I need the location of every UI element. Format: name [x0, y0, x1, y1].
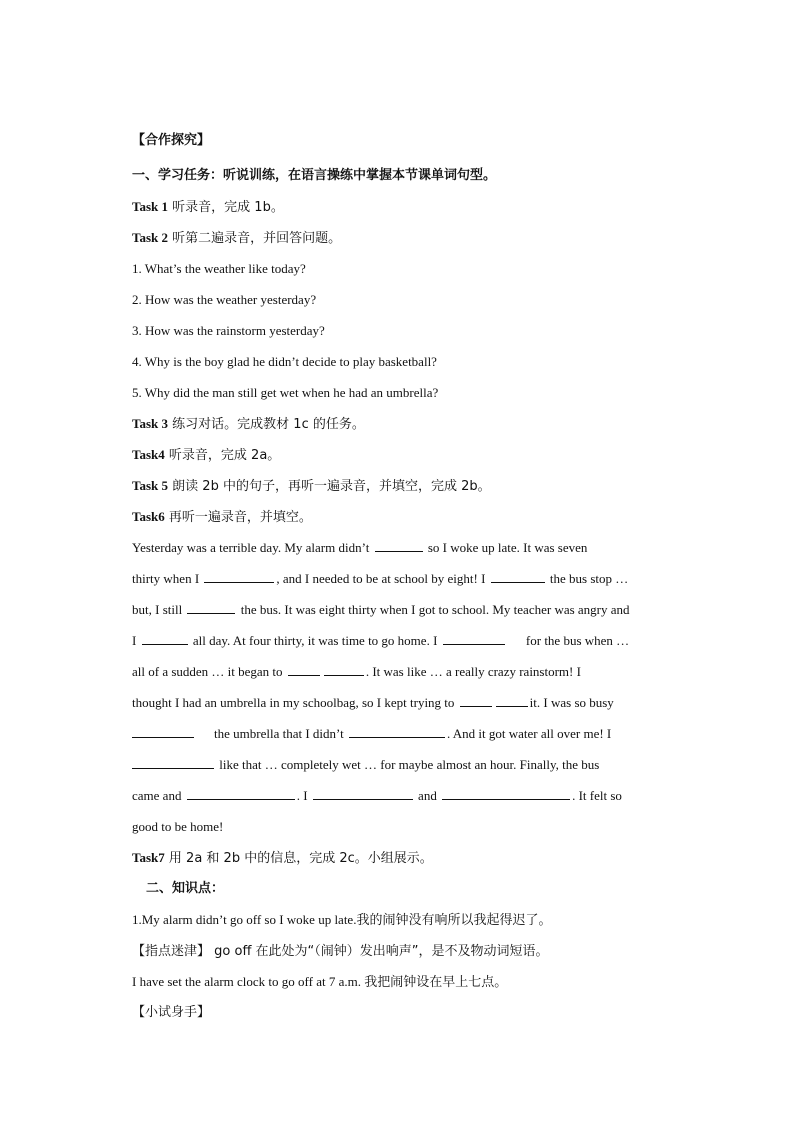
- fill-blank[interactable]: [204, 570, 274, 583]
- fill-blank[interactable]: [187, 787, 295, 800]
- passage-line-7: [132, 723, 667, 754]
- task-6-text: 再听一遍录音，并填空。: [164, 510, 312, 525]
- task-1: [132, 196, 667, 227]
- fill-blank[interactable]: [142, 632, 188, 645]
- passage-text: thirty when I: [132, 571, 203, 586]
- passage-line-1: [132, 537, 667, 568]
- passage-text: . It was like … a really crazy rainstorm! I: [365, 664, 581, 679]
- knowledge-point-1: 1.My alarm didn’t go off so I woke up late.我的闹钟没有响所以我起得迟了。: [132, 912, 552, 927]
- task-4-text: 听录音，完成 2a。: [164, 448, 281, 463]
- passage-line-5: [132, 661, 667, 692]
- task-1-text: 听录音，完成 1b。: [168, 200, 284, 215]
- task-4-label: Task4: [132, 447, 165, 462]
- passage-text: but, I still: [132, 602, 186, 617]
- passage-text: . And it got water all over me! I: [446, 726, 612, 741]
- passage-text: I: [132, 633, 140, 648]
- question-1: 1. What’s the weather like today?: [132, 261, 306, 276]
- passage-text: the bus stop …: [546, 571, 629, 586]
- task-3-text: 练习对话。完成教材 1c 的任务。: [168, 417, 365, 432]
- question-2: 2. How was the weather yesterday?: [132, 292, 317, 307]
- passage-text: and: [414, 788, 441, 803]
- passage-line-4: [132, 630, 667, 661]
- worksheet-content: [132, 130, 667, 1033]
- task-2-label: Task 2: [132, 230, 169, 245]
- section-learning-tasks: 一、学习任务：听说训练，在语言操练中掌握本节课单词句型。: [132, 168, 497, 183]
- heading-cooperative-inquiry: 【合作探究】: [132, 133, 211, 148]
- passage-line-6: [132, 692, 667, 723]
- task-5: [132, 475, 667, 506]
- passage-line-10: good to be home!: [132, 819, 224, 834]
- passage-text: it. I was so busy: [529, 695, 614, 710]
- task-1-label: Task 1: [132, 199, 169, 214]
- fill-blank[interactable]: [442, 787, 570, 800]
- passage-line-2: [132, 568, 667, 599]
- passage-line-9: [132, 785, 667, 816]
- fill-blank[interactable]: [288, 663, 320, 676]
- fill-blank[interactable]: [132, 725, 194, 738]
- fill-blank[interactable]: [460, 694, 492, 707]
- task-7: [132, 847, 667, 878]
- question-5: 5. Why did the man still get wet when he had an umbrella?: [132, 385, 439, 400]
- tip-label: 【指点迷津】: [132, 944, 211, 959]
- task-2-text: 听第二遍录音，并回答问题。: [168, 231, 342, 246]
- task-2: [132, 227, 667, 258]
- passage-text: . It felt so: [572, 788, 622, 803]
- fill-blank[interactable]: [324, 663, 364, 676]
- fill-blank[interactable]: [132, 756, 214, 769]
- practice-heading: 【小试身手】: [132, 1005, 211, 1020]
- fill-blank[interactable]: [187, 601, 235, 614]
- task-6: [132, 506, 667, 537]
- task-5-label: Task 5: [132, 478, 169, 493]
- passage-text: the umbrella that I didn’t: [214, 726, 347, 741]
- fill-blank[interactable]: [349, 725, 445, 738]
- tip: [132, 940, 667, 971]
- passage-text: for the bus when …: [522, 633, 630, 648]
- passage-text: like that … completely wet … for maybe almost an hour. Finally, the bus: [216, 757, 600, 772]
- question-4: 4. Why is the boy glad he didn’t decide to play basketball?: [132, 354, 437, 369]
- task-5-text: 朗读 2b 中的句子，再听一遍录音，并填空，完成 2b。: [168, 479, 491, 494]
- section-knowledge-points: 二、知识点：: [146, 881, 225, 896]
- task-3: [132, 413, 667, 444]
- task-6-label: Task6: [132, 509, 165, 524]
- fill-blank[interactable]: [491, 570, 545, 583]
- passage-text: so I woke up late. It was seven: [424, 540, 588, 555]
- tip-text: go off 在此处为“（闹钟）发出响声”，是不及物动词短语。: [210, 944, 549, 959]
- task-7-label: Task7: [132, 850, 165, 865]
- example-sentence: I have set the alarm clock to go off at 7 a.m. 我把闹钟设在早上七点。: [132, 974, 508, 989]
- fill-blank[interactable]: [313, 787, 413, 800]
- passage-line-3: [132, 599, 667, 630]
- passage-text: came and: [132, 788, 185, 803]
- passage-text: , and I needed to be at school by eight! I: [276, 571, 489, 586]
- task-7-text: 用 2a 和 2b 中的信息，完成 2c。小组展示。: [164, 851, 433, 866]
- task-3-label: Task 3: [132, 416, 169, 431]
- passage-text: Yesterday was a terrible day. My alarm didn’t: [132, 540, 373, 555]
- passage-text: thought I had an umbrella in my schoolbag, so I kept trying to: [132, 695, 458, 710]
- fill-blank[interactable]: [443, 632, 505, 645]
- fill-blank[interactable]: [496, 694, 528, 707]
- passage-text: all day. At four thirty, it was time to go home. I: [189, 633, 441, 648]
- passage-line-8: [132, 754, 667, 785]
- passage-text: the bus. It was eight thirty when I got to school. My teacher was angry and: [237, 602, 630, 617]
- fill-blank[interactable]: [375, 539, 423, 552]
- question-3: 3. How was the rainstorm yesterday?: [132, 323, 325, 338]
- passage-text: all of a sudden … it began to: [132, 664, 286, 679]
- task-4: [132, 444, 667, 475]
- passage-text: . I: [296, 788, 311, 803]
